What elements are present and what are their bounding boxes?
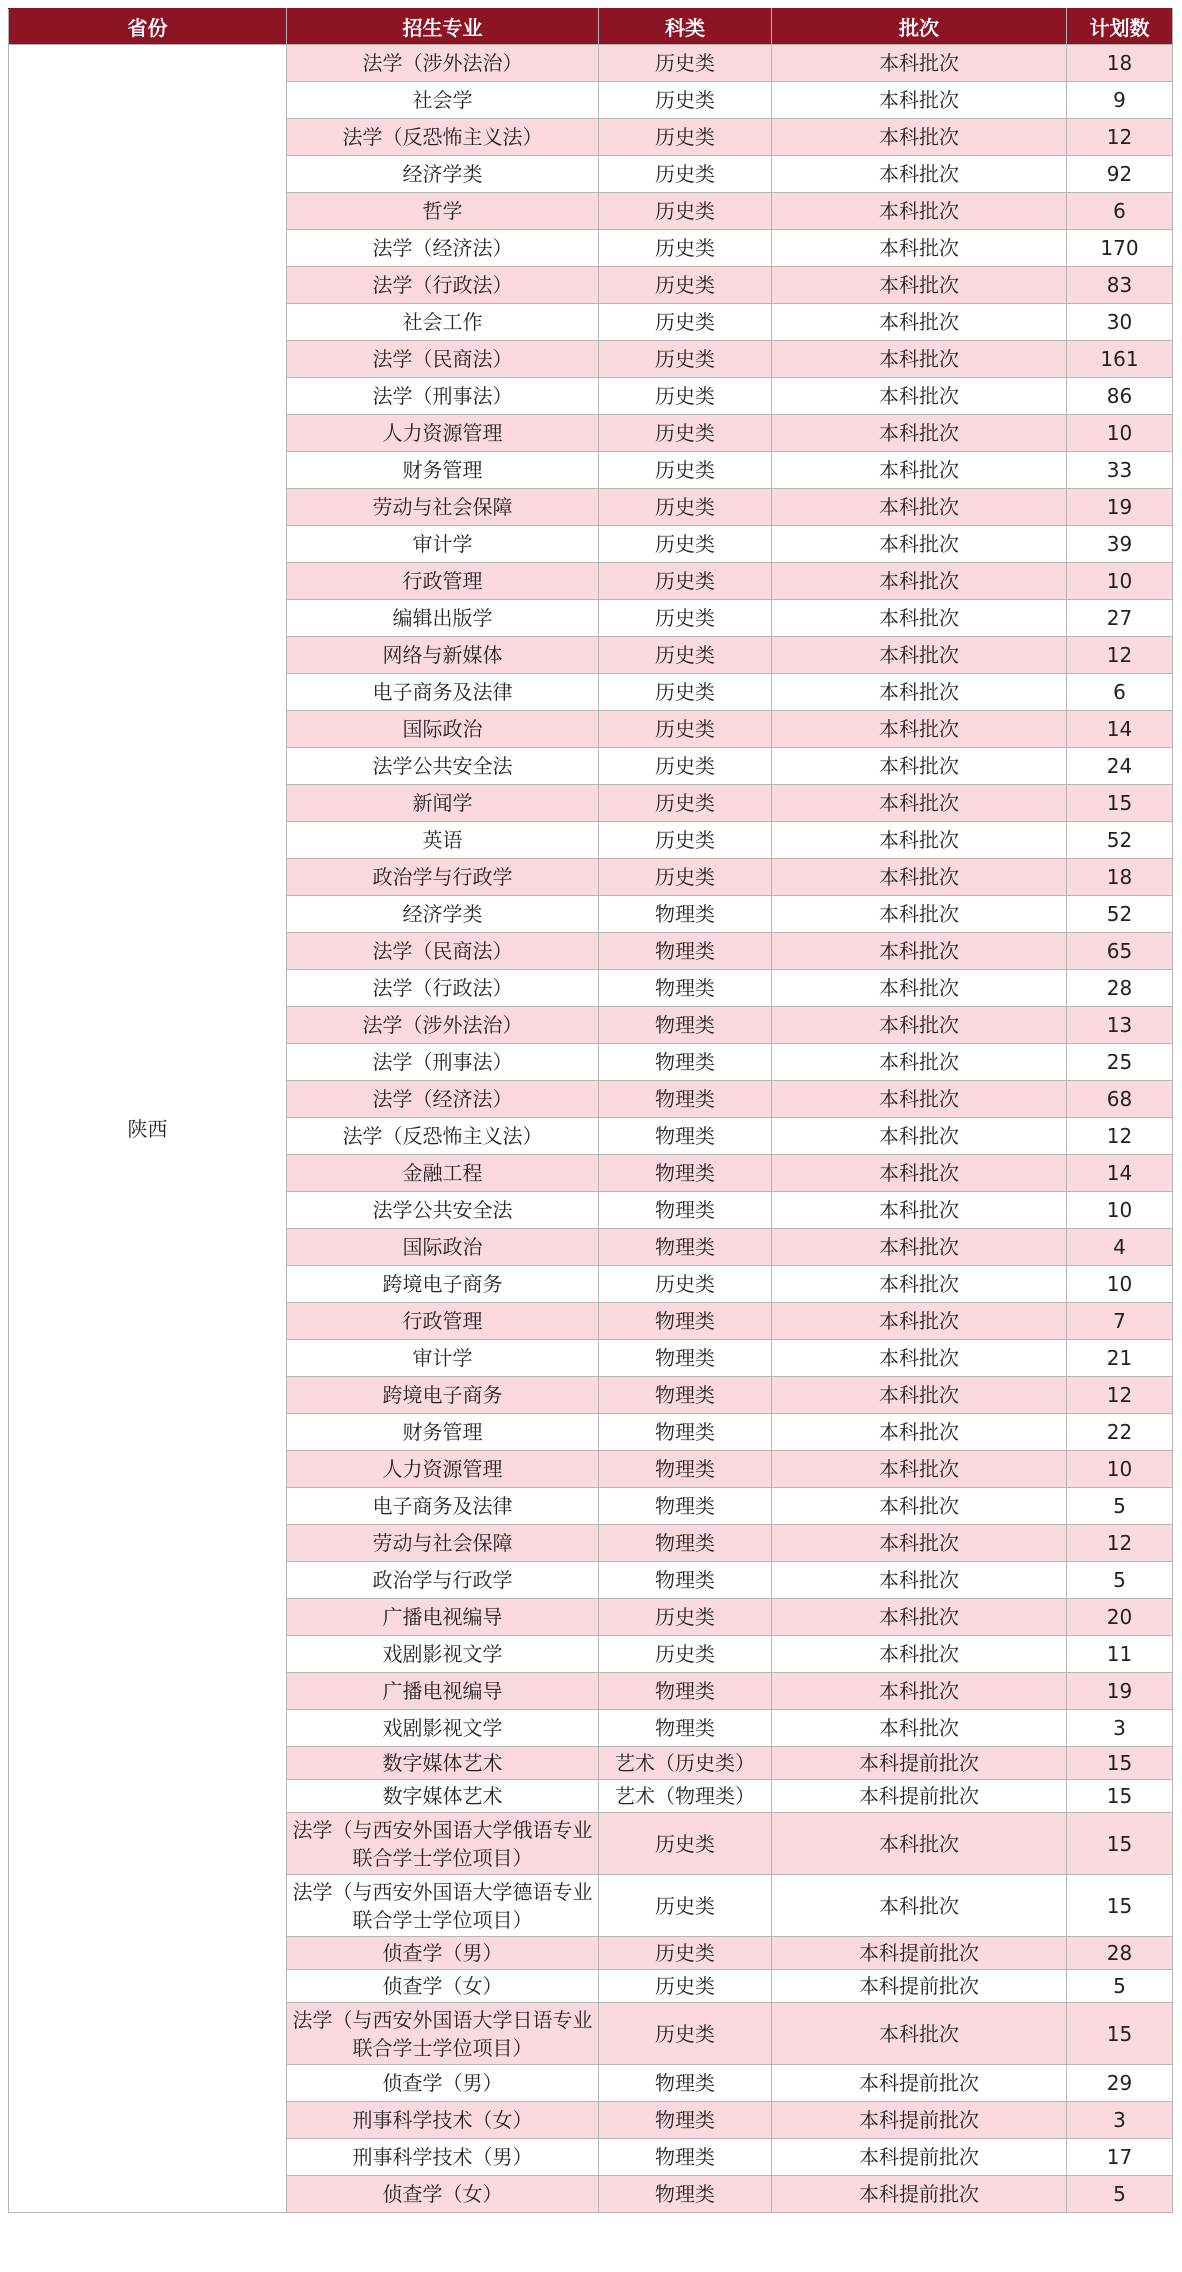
batch-cell: 本科批次 — [772, 1155, 1067, 1192]
plan-cell: 12 — [1067, 119, 1173, 156]
batch-cell: 本科批次 — [772, 1451, 1067, 1488]
batch-cell: 本科批次 — [772, 748, 1067, 785]
plan-cell: 27 — [1067, 600, 1173, 637]
plan-cell: 19 — [1067, 1673, 1173, 1710]
batch-cell: 本科提前批次 — [772, 1970, 1067, 2003]
batch-cell: 本科批次 — [772, 1007, 1067, 1044]
batch-cell: 本科批次 — [772, 45, 1067, 82]
batch-cell: 本科批次 — [772, 1813, 1067, 1875]
category-cell: 物理类 — [599, 1081, 772, 1118]
category-cell: 历史类 — [599, 1266, 772, 1303]
major-cell: 法学公共安全法 — [287, 748, 599, 785]
table-body — [9, 45, 1173, 2213]
plan-cell: 5 — [1067, 2176, 1173, 2213]
plan-cell: 15 — [1067, 1813, 1173, 1875]
major-cell: 法学（民商法） — [287, 933, 599, 970]
batch-cell: 本科批次 — [772, 378, 1067, 415]
category-cell: 历史类 — [599, 378, 772, 415]
plan-cell: 10 — [1067, 563, 1173, 600]
major-cell: 法学（与西安外国语大学日语专业联合学士学位项目） — [287, 2003, 599, 2065]
category-cell: 历史类 — [599, 341, 772, 378]
plan-cell: 10 — [1067, 1192, 1173, 1229]
batch-cell: 本科批次 — [772, 785, 1067, 822]
category-cell: 历史类 — [599, 230, 772, 267]
major-cell: 人力资源管理 — [287, 415, 599, 452]
plan-cell: 15 — [1067, 1747, 1173, 1780]
batch-cell: 本科批次 — [772, 267, 1067, 304]
header-batch: 批次 — [772, 9, 1067, 45]
category-cell: 物理类 — [599, 1414, 772, 1451]
category-cell: 物理类 — [599, 1451, 772, 1488]
batch-cell: 本科批次 — [772, 933, 1067, 970]
batch-cell: 本科批次 — [772, 119, 1067, 156]
plan-cell: 18 — [1067, 45, 1173, 82]
major-cell: 法学（民商法） — [287, 341, 599, 378]
category-cell: 物理类 — [599, 933, 772, 970]
major-cell: 侦查学（男） — [287, 1937, 599, 1970]
category-cell: 物理类 — [599, 1562, 772, 1599]
plan-cell: 10 — [1067, 415, 1173, 452]
batch-cell: 本科批次 — [772, 896, 1067, 933]
category-cell: 物理类 — [599, 1229, 772, 1266]
category-cell: 物理类 — [599, 1044, 772, 1081]
plan-cell: 7 — [1067, 1303, 1173, 1340]
category-cell: 物理类 — [599, 1525, 772, 1562]
batch-cell: 本科提前批次 — [772, 1937, 1067, 1970]
plan-cell: 22 — [1067, 1414, 1173, 1451]
batch-cell: 本科批次 — [772, 600, 1067, 637]
major-cell: 编辑出版学 — [287, 600, 599, 637]
category-cell: 历史类 — [599, 785, 772, 822]
batch-cell: 本科批次 — [772, 452, 1067, 489]
batch-cell: 本科批次 — [772, 82, 1067, 119]
batch-cell: 本科批次 — [772, 1340, 1067, 1377]
major-cell: 行政管理 — [287, 563, 599, 600]
major-cell: 法学（反恐怖主义法） — [287, 1118, 599, 1155]
batch-cell: 本科批次 — [772, 193, 1067, 230]
plan-cell: 25 — [1067, 1044, 1173, 1081]
batch-cell: 本科批次 — [772, 230, 1067, 267]
plan-cell: 65 — [1067, 933, 1173, 970]
plan-cell: 52 — [1067, 822, 1173, 859]
major-cell: 法学（与西安外国语大学俄语专业联合学士学位项目） — [287, 1813, 599, 1875]
category-cell: 历史类 — [599, 156, 772, 193]
category-cell: 历史类 — [599, 711, 772, 748]
plan-cell: 161 — [1067, 341, 1173, 378]
major-cell: 审计学 — [287, 526, 599, 563]
category-cell: 历史类 — [599, 193, 772, 230]
header-major: 招生专业 — [287, 9, 599, 45]
plan-cell: 4 — [1067, 1229, 1173, 1266]
major-cell: 数字媒体艺术 — [287, 1780, 599, 1813]
batch-cell: 本科批次 — [772, 526, 1067, 563]
batch-cell: 本科批次 — [772, 1266, 1067, 1303]
category-cell: 历史类 — [599, 415, 772, 452]
table-row — [9, 45, 1173, 82]
major-cell: 国际政治 — [287, 1229, 599, 1266]
major-cell: 法学公共安全法 — [287, 1192, 599, 1229]
major-cell: 英语 — [287, 822, 599, 859]
plan-cell: 18 — [1067, 859, 1173, 896]
category-cell: 物理类 — [599, 1340, 772, 1377]
major-cell: 电子商务及法律 — [287, 1488, 599, 1525]
plan-cell: 17 — [1067, 2139, 1173, 2176]
plan-cell: 12 — [1067, 1377, 1173, 1414]
major-cell: 法学（与西安外国语大学德语专业联合学士学位项目） — [287, 1875, 599, 1937]
batch-cell: 本科批次 — [772, 563, 1067, 600]
batch-cell: 本科批次 — [772, 970, 1067, 1007]
category-cell: 物理类 — [599, 2139, 772, 2176]
category-cell: 历史类 — [599, 82, 772, 119]
batch-cell: 本科提前批次 — [772, 2176, 1067, 2213]
major-cell: 法学（涉外法治） — [287, 1007, 599, 1044]
batch-cell: 本科批次 — [772, 1044, 1067, 1081]
major-cell: 人力资源管理 — [287, 1451, 599, 1488]
major-cell: 财务管理 — [287, 1414, 599, 1451]
header-province: 省份 — [9, 9, 287, 45]
header-plan: 计划数 — [1067, 9, 1173, 45]
major-cell: 广播电视编导 — [287, 1599, 599, 1636]
plan-cell: 28 — [1067, 1937, 1173, 1970]
major-cell: 财务管理 — [287, 452, 599, 489]
category-cell: 历史类 — [599, 1937, 772, 1970]
major-cell: 法学（涉外法治） — [287, 45, 599, 82]
major-cell: 法学（反恐怖主义法） — [287, 119, 599, 156]
major-cell: 社会学 — [287, 82, 599, 119]
batch-cell: 本科批次 — [772, 1303, 1067, 1340]
category-cell: 物理类 — [599, 2176, 772, 2213]
category-cell: 物理类 — [599, 1155, 772, 1192]
plan-cell: 33 — [1067, 452, 1173, 489]
category-cell: 历史类 — [599, 822, 772, 859]
batch-cell: 本科批次 — [772, 415, 1067, 452]
category-cell: 历史类 — [599, 489, 772, 526]
category-cell: 物理类 — [599, 970, 772, 1007]
category-cell: 物理类 — [599, 2102, 772, 2139]
plan-cell: 15 — [1067, 1875, 1173, 1937]
plan-cell: 14 — [1067, 1155, 1173, 1192]
major-cell: 侦查学（女） — [287, 2176, 599, 2213]
batch-cell: 本科批次 — [772, 1377, 1067, 1414]
batch-cell: 本科批次 — [772, 1525, 1067, 1562]
category-cell: 物理类 — [599, 896, 772, 933]
batch-cell: 本科批次 — [772, 156, 1067, 193]
category-cell: 历史类 — [599, 45, 772, 82]
plan-cell: 86 — [1067, 378, 1173, 415]
plan-cell: 28 — [1067, 970, 1173, 1007]
plan-cell: 12 — [1067, 1118, 1173, 1155]
batch-cell: 本科批次 — [772, 1414, 1067, 1451]
plan-cell: 19 — [1067, 489, 1173, 526]
plan-cell: 24 — [1067, 748, 1173, 785]
major-cell: 数字媒体艺术 — [287, 1747, 599, 1780]
batch-cell: 本科批次 — [772, 1673, 1067, 1710]
category-cell: 历史类 — [599, 748, 772, 785]
plan-cell: 52 — [1067, 896, 1173, 933]
batch-cell: 本科批次 — [772, 489, 1067, 526]
batch-cell: 本科批次 — [772, 1118, 1067, 1155]
major-cell: 跨境电子商务 — [287, 1266, 599, 1303]
category-cell: 历史类 — [599, 1636, 772, 1673]
major-cell: 法学（经济法） — [287, 1081, 599, 1118]
major-cell: 新闻学 — [287, 785, 599, 822]
enrollment-plan-table — [8, 8, 1173, 2213]
batch-cell: 本科批次 — [772, 1636, 1067, 1673]
plan-cell: 39 — [1067, 526, 1173, 563]
plan-cell: 15 — [1067, 1780, 1173, 1813]
category-cell: 物理类 — [599, 1303, 772, 1340]
category-cell: 艺术（物理类） — [599, 1780, 772, 1813]
major-cell: 政治学与行政学 — [287, 1562, 599, 1599]
plan-cell: 68 — [1067, 1081, 1173, 1118]
batch-cell: 本科批次 — [772, 859, 1067, 896]
batch-cell: 本科批次 — [772, 1192, 1067, 1229]
category-cell: 历史类 — [599, 674, 772, 711]
major-cell: 法学（经济法） — [287, 230, 599, 267]
category-cell: 历史类 — [599, 600, 772, 637]
batch-cell: 本科批次 — [772, 822, 1067, 859]
category-cell: 物理类 — [599, 1192, 772, 1229]
batch-cell: 本科批次 — [772, 1599, 1067, 1636]
major-cell: 国际政治 — [287, 711, 599, 748]
plan-cell: 13 — [1067, 1007, 1173, 1044]
category-cell: 历史类 — [599, 2003, 772, 2065]
plan-cell: 5 — [1067, 1488, 1173, 1525]
major-cell: 跨境电子商务 — [287, 1377, 599, 1414]
category-cell: 历史类 — [599, 304, 772, 341]
major-cell: 电子商务及法律 — [287, 674, 599, 711]
plan-cell: 20 — [1067, 1599, 1173, 1636]
batch-cell: 本科提前批次 — [772, 2139, 1067, 2176]
major-cell: 行政管理 — [287, 1303, 599, 1340]
batch-cell: 本科提前批次 — [772, 2102, 1067, 2139]
plan-cell: 5 — [1067, 1562, 1173, 1599]
category-cell: 历史类 — [599, 637, 772, 674]
plan-cell: 12 — [1067, 1525, 1173, 1562]
plan-cell: 15 — [1067, 2003, 1173, 2065]
category-cell: 物理类 — [599, 1118, 772, 1155]
plan-cell: 5 — [1067, 1970, 1173, 2003]
major-cell: 法学（刑事法） — [287, 1044, 599, 1081]
category-cell: 历史类 — [599, 267, 772, 304]
batch-cell: 本科批次 — [772, 1562, 1067, 1599]
batch-cell: 本科批次 — [772, 637, 1067, 674]
batch-cell: 本科提前批次 — [772, 2065, 1067, 2102]
major-cell: 法学（刑事法） — [287, 378, 599, 415]
major-cell: 戏剧影视文学 — [287, 1636, 599, 1673]
major-cell: 网络与新媒体 — [287, 637, 599, 674]
major-cell: 广播电视编导 — [287, 1673, 599, 1710]
category-cell: 历史类 — [599, 1813, 772, 1875]
category-cell: 物理类 — [599, 1710, 772, 1747]
batch-cell: 本科批次 — [772, 674, 1067, 711]
plan-cell: 3 — [1067, 1710, 1173, 1747]
plan-cell: 29 — [1067, 2065, 1173, 2102]
batch-cell: 本科批次 — [772, 1229, 1067, 1266]
plan-cell: 12 — [1067, 637, 1173, 674]
major-cell: 劳动与社会保障 — [287, 1525, 599, 1562]
plan-cell: 10 — [1067, 1266, 1173, 1303]
plan-cell: 6 — [1067, 193, 1173, 230]
major-cell: 法学（行政法） — [287, 267, 599, 304]
batch-cell: 本科批次 — [772, 1488, 1067, 1525]
batch-cell: 本科批次 — [772, 711, 1067, 748]
plan-cell: 6 — [1067, 674, 1173, 711]
major-cell: 经济学类 — [287, 896, 599, 933]
major-cell: 经济学类 — [287, 156, 599, 193]
major-cell: 刑事科学技术（男） — [287, 2139, 599, 2176]
batch-cell: 本科批次 — [772, 304, 1067, 341]
category-cell: 历史类 — [599, 563, 772, 600]
batch-cell: 本科提前批次 — [772, 1747, 1067, 1780]
major-cell: 劳动与社会保障 — [287, 489, 599, 526]
category-cell: 物理类 — [599, 1007, 772, 1044]
batch-cell: 本科批次 — [772, 1875, 1067, 1937]
batch-cell: 本科批次 — [772, 341, 1067, 378]
plan-cell: 14 — [1067, 711, 1173, 748]
header-category: 科类 — [599, 9, 772, 45]
category-cell: 历史类 — [599, 859, 772, 896]
plan-cell: 92 — [1067, 156, 1173, 193]
major-cell: 哲学 — [287, 193, 599, 230]
major-cell: 侦查学（女） — [287, 1970, 599, 2003]
plan-cell: 9 — [1067, 82, 1173, 119]
major-cell: 戏剧影视文学 — [287, 1710, 599, 1747]
plan-cell: 170 — [1067, 230, 1173, 267]
batch-cell: 本科批次 — [772, 1081, 1067, 1118]
major-cell: 社会工作 — [287, 304, 599, 341]
major-cell: 法学（行政法） — [287, 970, 599, 1007]
category-cell: 物理类 — [599, 2065, 772, 2102]
category-cell: 物理类 — [599, 1377, 772, 1414]
plan-cell: 11 — [1067, 1636, 1173, 1673]
header-row — [9, 9, 1173, 45]
batch-cell: 本科批次 — [772, 2003, 1067, 2065]
category-cell: 历史类 — [599, 119, 772, 156]
major-cell: 刑事科学技术（女） — [287, 2102, 599, 2139]
category-cell: 历史类 — [599, 1970, 772, 2003]
batch-cell: 本科批次 — [772, 1710, 1067, 1747]
category-cell: 历史类 — [599, 1875, 772, 1937]
category-cell: 物理类 — [599, 1673, 772, 1710]
major-cell: 审计学 — [287, 1340, 599, 1377]
plan-cell: 30 — [1067, 304, 1173, 341]
plan-cell: 83 — [1067, 267, 1173, 304]
category-cell: 艺术（历史类） — [599, 1747, 772, 1780]
category-cell: 物理类 — [599, 1488, 772, 1525]
major-cell: 政治学与行政学 — [287, 859, 599, 896]
major-cell: 金融工程 — [287, 1155, 599, 1192]
major-cell: 侦查学（男） — [287, 2065, 599, 2102]
plan-cell: 21 — [1067, 1340, 1173, 1377]
plan-cell: 3 — [1067, 2102, 1173, 2139]
batch-cell: 本科提前批次 — [772, 1780, 1067, 1813]
category-cell: 历史类 — [599, 452, 772, 489]
province-cell: 陕西 — [9, 45, 287, 2213]
category-cell: 历史类 — [599, 1599, 772, 1636]
plan-cell: 10 — [1067, 1451, 1173, 1488]
plan-cell: 15 — [1067, 785, 1173, 822]
category-cell: 历史类 — [599, 526, 772, 563]
